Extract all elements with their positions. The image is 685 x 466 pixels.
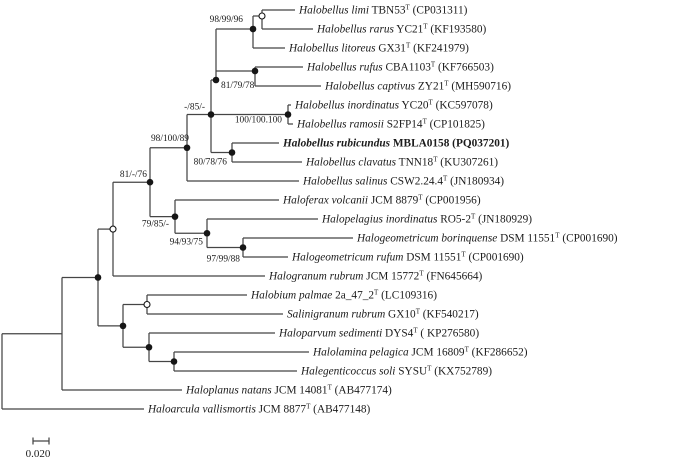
taxon-label: Haloplanus natans JCM $14081^T$ (AB477174) (186, 383, 392, 397)
node-circle-open (144, 302, 150, 308)
support-label: 81/79/78 (221, 81, 255, 91)
node-circle-open (259, 13, 265, 19)
taxon-label: Halobellus rarus $YC21^T$ (KF193580) (317, 22, 487, 36)
node-circle-filled (204, 230, 211, 237)
node-circle-filled (250, 26, 257, 33)
support-label: 94/93/75 (169, 237, 203, 248)
node-circle-filled (213, 77, 220, 84)
taxon-label: Halogranum rubrum JCM $15772^T$ (FN645664) (269, 269, 483, 283)
taxon-label: Halegenticoccus soli $SYSU^T$ (KX752789) (301, 364, 492, 378)
node-circle-filled (285, 111, 292, 118)
node-circle-filled (120, 323, 127, 330)
taxon-label: Halobellus litoreus $GX31^T$ (KF241979) (289, 41, 469, 55)
taxon-label: Halobellus inordinatus $YC20^T$ (KC597078) (295, 98, 493, 112)
taxon-label: Halobium palmae $2a\_47\_2^T$ (LC109316) (251, 288, 437, 302)
taxon-label: Halogeometricum rufum DSM $11551^T$ (CP001690) (292, 250, 524, 264)
node-circle-filled (229, 149, 236, 156)
taxon-label: Haloferax volcanii JCM $8879^T$ (CP001956) (283, 193, 481, 207)
support-label: 98/100/89 (150, 133, 189, 144)
taxon-label: Halobellus captivus $ZY21^T$ (MH590716) (325, 79, 511, 93)
support-label: 80/78/76 (193, 157, 227, 168)
node-circle-filled (95, 274, 102, 281)
support-label: 100/100.100 (234, 115, 282, 126)
taxon-label: Haloparvum sedimenti $DYS4^T$ ( KP276580) (279, 326, 480, 340)
taxon-label: Halobellus rubicundus MBLA0158 (PQ037201) (283, 137, 510, 150)
node-circle-filled (184, 144, 191, 151)
taxon-label: Halobellus clavatus $TNN18^T$ (KU307261) (306, 155, 499, 169)
node-circle-filled (208, 111, 215, 118)
taxon-label: Halopelagius inordinatus $RO5-2^T$ (JN180929) (322, 212, 533, 226)
support-label: 81/-/76 (119, 170, 147, 181)
node-circle-filled (252, 68, 259, 75)
taxon-label: Halobellus salinus $CSW2.24.4^T$ (JN180934) (303, 174, 505, 188)
taxon-label: Halolamina pelagica JCM $16809^T$ (KF286652) (313, 345, 528, 359)
support-label: 79/85/- (141, 219, 169, 230)
taxon-label: Salinigranum rubrum $GX10^T$ (KF540217) (287, 307, 479, 321)
node-circle-filled (240, 244, 247, 251)
taxon-label: Halobellus limi $TBN53^T$ (CP031311) (299, 3, 468, 17)
node-circle-open (110, 226, 116, 232)
node-circle-filled (171, 358, 178, 365)
taxon-label: Halogeometricum borinquense DSM $11551^T$ (CP001690) (357, 231, 618, 245)
node-circle-filled (147, 179, 154, 186)
taxon-label: Halobellus rufus $CBA1103^T$ (KF766503) (307, 60, 494, 74)
taxon-label: Haloarcula vallismortis JCM $8877^T$ (AB477148) (148, 402, 371, 416)
node-circle-filled (146, 344, 153, 351)
taxon-label: Halobellus ramosii $S2FP14^T$ (CP101825) (297, 117, 485, 131)
support-label: 97/99/88 (206, 254, 240, 265)
node-circle-filled (172, 213, 179, 220)
support-label: 98/99/96 (209, 15, 243, 25)
scale-bar-label: 0.020 (25, 448, 51, 460)
support-label: -/85/- (184, 102, 205, 113)
